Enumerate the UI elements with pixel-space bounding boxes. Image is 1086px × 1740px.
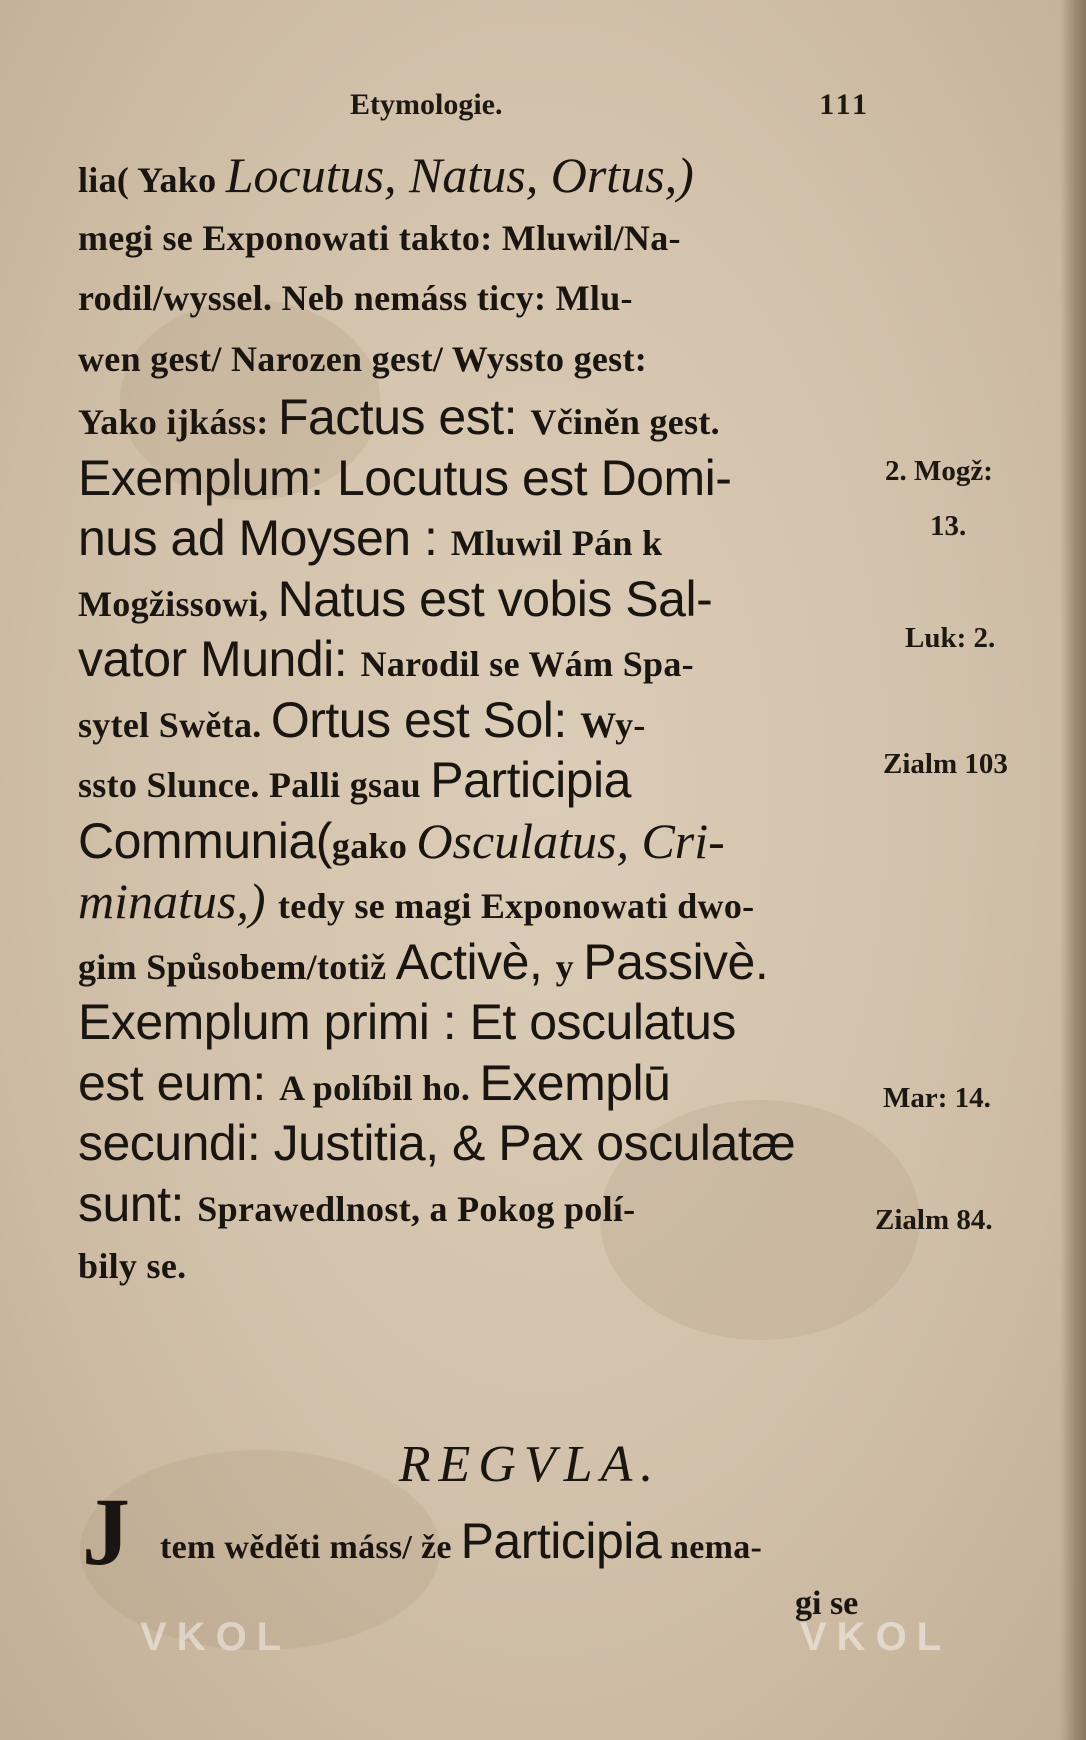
text-segment: bily se.: [78, 1246, 187, 1286]
text-segment: Mogžissowi,: [78, 583, 278, 624]
text-segment: Wy-: [580, 704, 646, 745]
text-line: [78, 266, 878, 327]
text-line: [78, 629, 878, 690]
text-segment: Factus est:: [277, 389, 531, 445]
header-title: Etymologie.: [350, 88, 503, 121]
text-segment: Yako: [137, 160, 226, 200]
text-line: [78, 1234, 878, 1295]
text-line: [78, 206, 878, 267]
item-text-end: nema-: [661, 1529, 763, 1566]
text-segment: Passivè.: [583, 933, 769, 990]
text-segment: A políbil ho.: [279, 1067, 480, 1108]
text-segment: Participia: [430, 752, 631, 808]
text-segment: megi se Exponowati takto: Mluwil/Na-: [78, 217, 681, 258]
text-segment: Natus est vobis Sal-: [277, 570, 713, 627]
text-segment: Communia(: [78, 812, 332, 869]
text-segment: Activè,: [395, 933, 556, 990]
text-line: [78, 569, 878, 630]
text-segment: Včiněn gest.: [530, 402, 720, 442]
watermark-left: VKOL: [140, 1615, 292, 1659]
text-line: [78, 690, 878, 751]
text-segment: gako: [331, 825, 417, 866]
text-segment: Palli gsau: [268, 765, 431, 805]
text-line: [78, 750, 878, 811]
text-segment: Locutus, Natus, Ortus,): [225, 147, 694, 203]
watermark-right: VKOL: [800, 1615, 952, 1659]
text-segment: minatus,): [78, 873, 278, 929]
text-segment: Ortus est Sol:: [270, 691, 581, 748]
text-line: [78, 387, 878, 448]
text-segment: vator Mundi:: [78, 631, 361, 687]
text-segment: nus ad Moysen :: [78, 510, 451, 566]
text-segment: wen gest/ Narozen gest/ Wyssto gest:: [78, 338, 648, 379]
text-segment: Yako ijkáss:: [78, 402, 278, 442]
text-segment: sunt:: [78, 1175, 198, 1232]
text-line: [78, 992, 878, 1053]
text-segment: rodil/wyssel. Neb nemáss ticy: Mlu-: [78, 278, 633, 318]
margin-note: Zialm 103: [883, 748, 1008, 780]
item-text: [160, 1512, 762, 1570]
text-line: [78, 1113, 878, 1174]
text-segment: Exemplū: [479, 1054, 671, 1111]
running-header: [350, 88, 870, 128]
item-paragraph: [82, 1478, 902, 1585]
margin-note: Zialm 84.: [875, 1204, 993, 1236]
text-line: [78, 1053, 878, 1114]
margin-note: Mar: 14.: [883, 1082, 991, 1114]
text-segment: Sprawedlnost, a Pokog polí-: [197, 1188, 636, 1229]
text-line: [78, 448, 878, 509]
text-segment: Exemplum primi : Et osculatus: [78, 994, 736, 1050]
section-heading: REGVLA.: [398, 1436, 662, 1493]
text-segment: tedy se magi Exponowati dwo-: [278, 886, 755, 926]
item-text-fraktur: tem wěděti máss/ že: [160, 1529, 461, 1566]
page-number: 111: [819, 88, 870, 121]
catchword: gi se: [795, 1585, 859, 1622]
drop-cap: J: [82, 1478, 130, 1585]
text-segment: secundi: Justitia, & Pax osculatæ: [78, 1115, 796, 1171]
page-edge: [1060, 0, 1086, 1740]
margin-note: 2. Mogž:: [885, 455, 993, 487]
text-line: [78, 1174, 878, 1235]
text-segment: y: [555, 946, 584, 987]
text-segment: gim Spůsobem/totiž: [78, 946, 396, 987]
margin-note: Luk: 2.: [905, 622, 996, 654]
text-segment: Osculatus, Cri-: [416, 812, 725, 869]
text-segment: sytel Swěta.: [78, 704, 271, 745]
text-segment: Mluwil Pán k: [450, 523, 663, 563]
text-segment: ssto Slunce.: [78, 765, 269, 805]
text-line: [78, 327, 878, 388]
text-segment: Narodil se Wám Spa-: [360, 644, 694, 684]
item-text-latin: Participia: [460, 1513, 662, 1569]
text-segment: est eum:: [78, 1054, 280, 1111]
text-line: [78, 811, 878, 872]
text-segment: lia(: [78, 160, 138, 200]
text-line: [78, 932, 878, 993]
body-text: [78, 145, 878, 1295]
text-line: [78, 508, 878, 569]
margin-note: 13.: [930, 510, 967, 542]
text-line: [78, 871, 878, 932]
text-line: [78, 145, 878, 206]
text-segment: Exemplum: Locutus est Domi-: [78, 449, 732, 506]
